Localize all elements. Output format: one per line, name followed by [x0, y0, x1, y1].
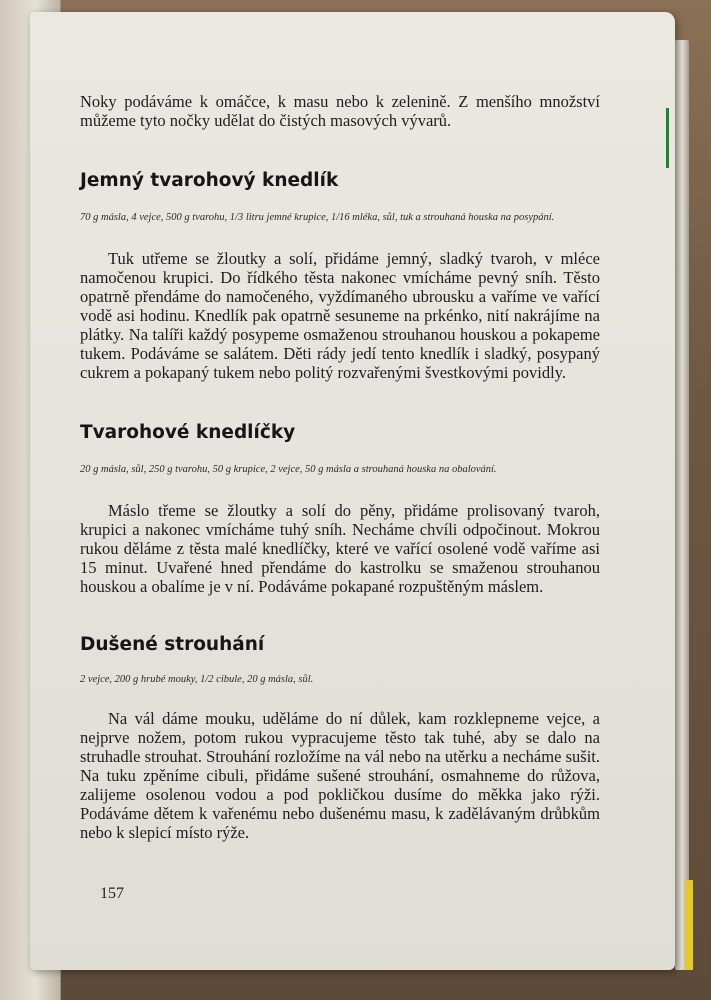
- recipe-ingredients: 20 g másla, sůl, 250 g tvarohu, 50 g krupice, 2 vejce, 50 g másla a strouhaná houska na obalování.: [80, 464, 497, 475]
- recipe-title: Jemný tvarohový knedlík: [80, 170, 339, 191]
- page-content: [80, 92, 600, 842]
- recipe-title: Dušené strouhání: [80, 634, 265, 655]
- intro-paragraph: Noky podáváme k omáčce, k masu nebo k zelenině. Z menšího množství můžeme tyto nočky udělat do čistých masových vývarů.: [80, 92, 600, 130]
- recipe-title: Tvarohové knedlíčky: [80, 422, 296, 443]
- book-cover-edge: [675, 40, 689, 970]
- page-number: 157: [100, 885, 124, 902]
- recipe-text: Tuk utřeme se žloutky a solí, přidáme jemný, sladký tvaroh, v mléce namočenou krupici. Do řídkého těsta nakonec vmícháme pevný sníh. Těsto opatrně přendáme do namočeného, vyždímaného ubrousku a vaříme ve vařící vodě asi hodinu. Knedlík pak opatrně sesuneme na prkénko, nití nakrájíme na plátky. Na talíři každý posypeme osmaženou strouhanou houskou a pokapeme tukem. Podáváme se salátem. Děti rády jedí tento knedlík i sladký, posypaný cukrem a pokapaný tukem nebo politý rozvařenými švestkovými povidly.: [80, 249, 600, 382]
- recipe-ingredients: 70 g másla, 4 vejce, 500 g tvarohu, 1/3 litru jemné krupice, 1/16 mléka, sůl, tuk a strouhaná houska na posypání.: [80, 212, 555, 223]
- recipe-text: Na vál dáme mouku, uděláme do ní důlek, kam rozklepneme vejce, a nejprve nožem, potom rukou vypracujeme těsto tak tuhé, aby se dalo na struhadle strouhat. Strouhání rozložíme na vál nebo na utěrku a necháme sušit. Na tuku zpěníme cibuli, přidáme sušené strouhání, osmahneme do růžova, zalijeme osolenou vodou a pod pokličkou dusíme do měkka jako rýži. Podáváme dětem k vařenému nebo dušenému masu, k zadělávaným drůbkům nebo k slepicí místo rýže.: [80, 709, 600, 842]
- book-page: [30, 12, 675, 970]
- recipe-text: Máslo třeme se žloutky a solí do pěny, přidáme prolisovaný tvaroh, krupici a nakonec vmícháme tuhý sníh. Necháme chvíli odpočinout. Mokrou rukou děláme z těsta malé knedlíčky, které ve vařící osolené vodě vaříme asi 15 minut. Uvařené hned přendáme do kastrolku se smaženou strouhanou houskou a obalíme je v ní. Podáváme pokapané rozpuštěným máslem.: [80, 501, 600, 596]
- green-edge-mark: [666, 108, 669, 168]
- recipe-ingredients: 2 vejce, 200 g hrubé mouky, 1/2 cibule, 20 g másla, sůl.: [80, 674, 314, 685]
- yellow-cover-strip: [685, 880, 693, 970]
